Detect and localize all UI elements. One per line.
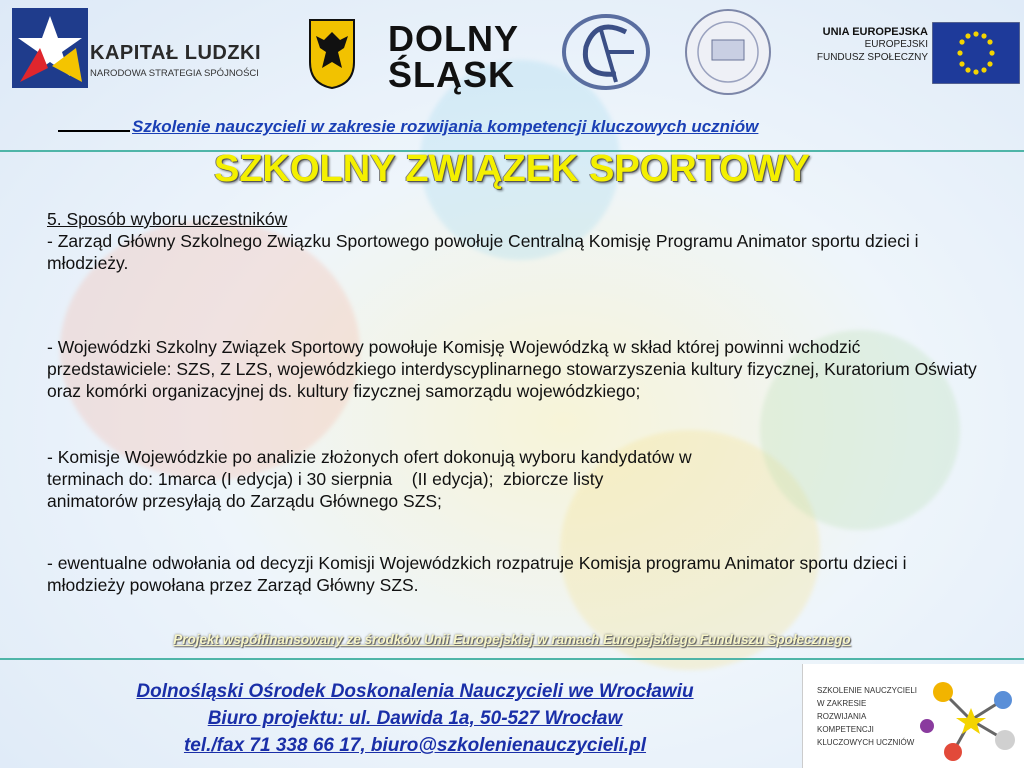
- paragraph-4: - ewentualne odwołania od decyzji Komisji Wojewódzkich rozpatruje Komisja programu Animator sportu dzieci i młodzieży powołana przez Zarząd Główny SZS.: [47, 553, 907, 595]
- kapital-ludzki-logo: [8, 8, 288, 90]
- paragraph-1: - Zarząd Główny Szkolnego Związku Sportowego powołuje Centralną Komisję Programu Animator sportu dzieci i młodzieży.: [47, 231, 919, 273]
- divider-bottom: [0, 658, 1024, 660]
- kapital-ludzki-star-icon: [12, 8, 88, 88]
- eu-line-2: EUROPEJSKI: [864, 39, 928, 50]
- eu-flag-icon: [932, 22, 1020, 84]
- dolny-slask-logo: [308, 18, 533, 95]
- badge-line: SZKOLENIE NAUCZYCIELI: [817, 686, 918, 695]
- section-heading: 5. Sposób wyboru uczestników: [47, 209, 288, 229]
- eu-fund-label: [798, 26, 928, 86]
- eu-line-3: FUNDUSZ SPOŁECZNY: [816, 52, 928, 63]
- slask-word: ŚLĄSK: [388, 54, 516, 95]
- badge-line: W ZAKRESIE: [817, 699, 867, 708]
- cofinancing-note: Projekt współfinansowany ze środków Unii Europejskiej w ramach Europejskiego Funduszu Społecznego: [173, 632, 851, 647]
- project-badge: [802, 664, 1024, 768]
- paragraph-3-line-1: - Komisje Wojewódzkie po analizie złożonych ofert dokonują wyboru kandydatów w: [47, 447, 692, 467]
- slide-body: [47, 208, 987, 596]
- dodn-seal-logo: [682, 8, 774, 96]
- paragraph-3-line-3: animatorów przesyłają do Zarządu Głównego SZS;: [47, 491, 442, 511]
- slide-title: SZKOLNY ZWIĄZEK SPORTOWY: [213, 148, 811, 190]
- paragraph-3-line-2: terminach do: 1marca (I edycja) i 30 sierpnia (II edycja); zbiorcze listy: [47, 469, 604, 489]
- kapital-ludzki-title: KAPITAŁ LUDZKI: [90, 42, 262, 64]
- training-subtitle: [58, 116, 978, 137]
- kapital-ludzki-subtitle: NARODOWA STRATEGIA SPÓJNOŚCI: [90, 68, 259, 79]
- badge-line: KLUCZOWYCH UCZNIÓW: [817, 738, 915, 747]
- contact-block: [40, 678, 790, 759]
- badge-line: KOMPETENCJI: [817, 725, 874, 734]
- paragraph-2: - Wojewódzki Szkolny Związek Sportowy powołuje Komisję Wojewódzką w skład której powinni wchodzić przedstawiciele: SZS, Z LZS, wojewódzkiego interdyscyplinarnego stowarzyszenia kultury fizycznej, Kuratorium Oświaty oraz komórki organizacyjnej ds. kultury fizycznej samorządu wojewódzkiego;: [47, 337, 977, 401]
- monogram-logo: [556, 12, 656, 92]
- subtitle-leader-line: [58, 116, 130, 132]
- contact-institution: Dolnośląski Ośrodek Doskonalenia Nauczycieli we Wrocławiu: [136, 681, 694, 702]
- dolny-word: DOLNY: [388, 18, 519, 59]
- dolny-slask-crest-icon: [308, 18, 356, 90]
- subtitle-text: Szkolenie nauczycieli w zakresie rozwijania kompetencji kluczowych uczniów: [132, 117, 759, 136]
- eu-line-1: UNIA EUROPEJSKA: [822, 26, 928, 38]
- contact-phone-email: tel./fax 71 338 66 17, biuro@szkolenienauczycieli.pl: [183, 735, 647, 756]
- contact-address: Biuro projektu: ul. Dawida 1a, 50-527 Wrocław: [207, 708, 623, 729]
- molecule-graphic-icon: [913, 670, 1021, 764]
- badge-text: [817, 684, 917, 749]
- badge-line: ROZWIJANIA: [817, 712, 867, 721]
